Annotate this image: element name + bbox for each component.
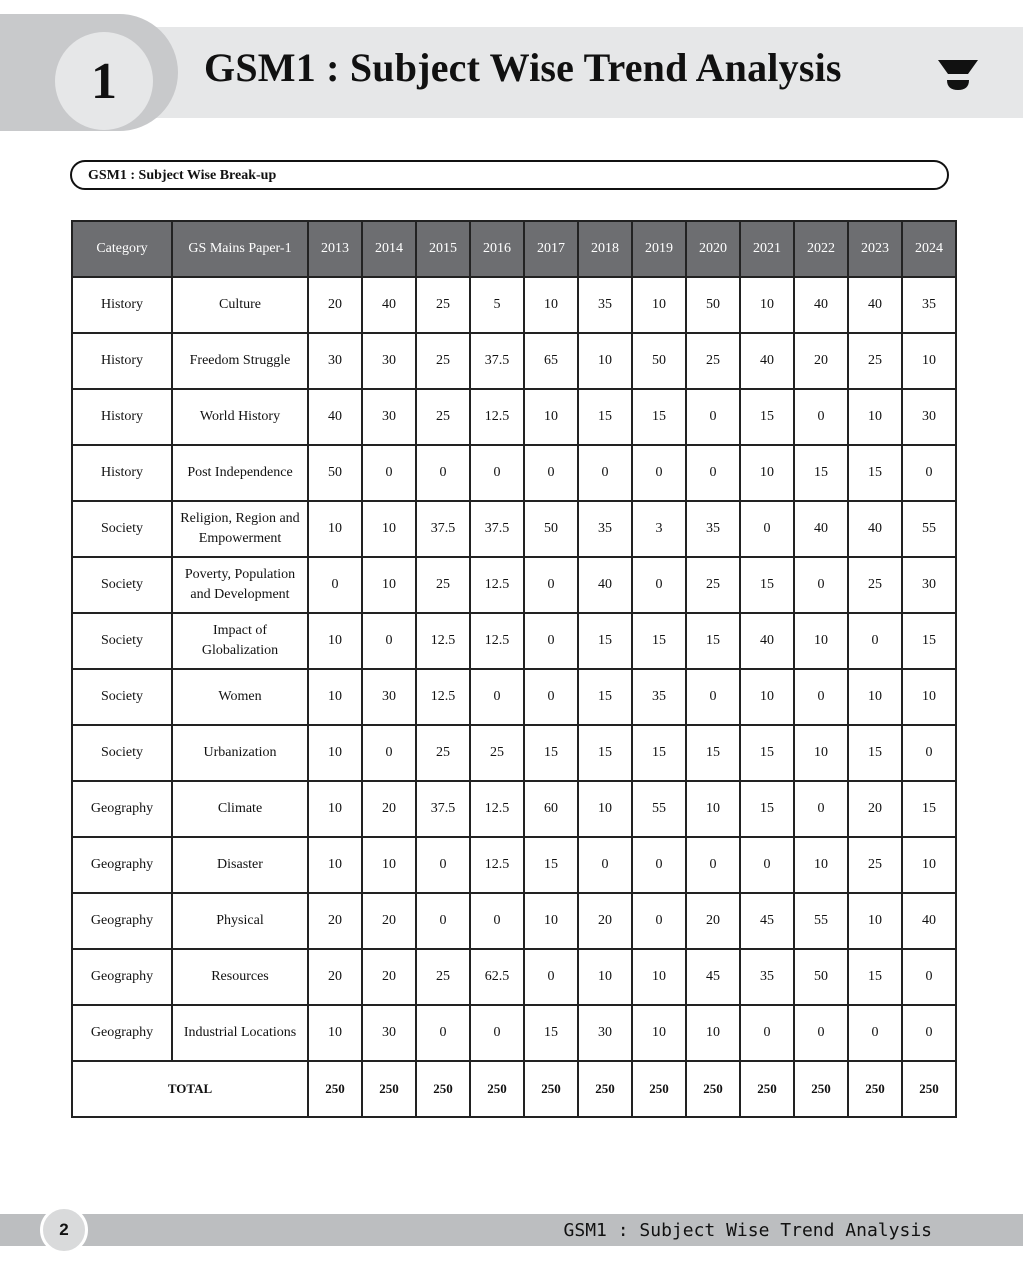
topic-cell: Industrial Locations: [172, 1005, 308, 1061]
value-cell: 3: [632, 501, 686, 557]
value-cell: 0: [740, 837, 794, 893]
value-cell: 20: [362, 893, 416, 949]
value-cell: 25: [416, 277, 470, 333]
value-cell: 20: [848, 781, 902, 837]
value-cell: 10: [308, 613, 362, 669]
value-cell: 10: [308, 669, 362, 725]
value-cell: 10: [686, 1005, 740, 1061]
total-value-cell: 250: [470, 1061, 524, 1117]
value-cell: 10: [848, 893, 902, 949]
value-cell: 37.5: [416, 501, 470, 557]
value-cell: 0: [524, 557, 578, 613]
value-cell: 20: [686, 893, 740, 949]
value-cell: 10: [740, 277, 794, 333]
value-cell: 0: [524, 949, 578, 1005]
value-cell: 0: [362, 445, 416, 501]
value-cell: 0: [794, 781, 848, 837]
value-cell: 10: [740, 445, 794, 501]
total-value-cell: 250: [740, 1061, 794, 1117]
value-cell: 10: [308, 837, 362, 893]
value-cell: 30: [362, 389, 416, 445]
value-cell: 10: [632, 949, 686, 1005]
value-cell: 40: [848, 277, 902, 333]
table-row: [72, 725, 956, 781]
column-header: 2021: [740, 221, 794, 277]
value-cell: 0: [686, 445, 740, 501]
table-row: [72, 389, 956, 445]
category-cell: Society: [72, 613, 172, 669]
value-cell: 0: [578, 445, 632, 501]
value-cell: 0: [740, 1005, 794, 1061]
total-value-cell: 250: [848, 1061, 902, 1117]
value-cell: 10: [362, 501, 416, 557]
value-cell: 10: [740, 669, 794, 725]
value-cell: 0: [524, 669, 578, 725]
topic-cell: Resources: [172, 949, 308, 1005]
value-cell: 25: [848, 837, 902, 893]
category-cell: Geography: [72, 781, 172, 837]
value-cell: 25: [416, 389, 470, 445]
column-header: 2014: [362, 221, 416, 277]
value-cell: 0: [416, 893, 470, 949]
value-cell: 15: [848, 445, 902, 501]
value-cell: 10: [524, 389, 578, 445]
total-value-cell: 250: [794, 1061, 848, 1117]
topic-cell: Freedom Struggle: [172, 333, 308, 389]
category-cell: History: [72, 445, 172, 501]
value-cell: 0: [902, 1005, 956, 1061]
value-cell: 0: [902, 725, 956, 781]
category-cell: Society: [72, 725, 172, 781]
value-cell: 0: [632, 445, 686, 501]
value-cell: 25: [848, 333, 902, 389]
topic-cell: Religion, Region and Empowerment: [172, 501, 308, 557]
value-cell: 0: [362, 613, 416, 669]
value-cell: 0: [794, 1005, 848, 1061]
value-cell: 0: [794, 389, 848, 445]
value-cell: 40: [794, 501, 848, 557]
value-cell: 30: [362, 333, 416, 389]
value-cell: 10: [524, 893, 578, 949]
value-cell: 0: [632, 837, 686, 893]
value-cell: 10: [848, 669, 902, 725]
value-cell: 0: [848, 1005, 902, 1061]
value-cell: 15: [902, 781, 956, 837]
value-cell: 10: [578, 333, 632, 389]
value-cell: 10: [578, 781, 632, 837]
column-header: 2023: [848, 221, 902, 277]
value-cell: 0: [524, 445, 578, 501]
value-cell: 0: [740, 501, 794, 557]
value-cell: 15: [740, 725, 794, 781]
value-cell: 15: [632, 725, 686, 781]
value-cell: 10: [578, 949, 632, 1005]
value-cell: 0: [524, 613, 578, 669]
value-cell: 20: [308, 949, 362, 1005]
value-cell: 40: [362, 277, 416, 333]
value-cell: 10: [902, 669, 956, 725]
value-cell: 15: [578, 669, 632, 725]
value-cell: 60: [524, 781, 578, 837]
value-cell: 30: [902, 557, 956, 613]
value-cell: 62.5: [470, 949, 524, 1005]
value-cell: 15: [794, 445, 848, 501]
value-cell: 10: [362, 837, 416, 893]
value-cell: 10: [308, 725, 362, 781]
value-cell: 0: [848, 613, 902, 669]
value-cell: 15: [632, 613, 686, 669]
value-cell: 12.5: [470, 389, 524, 445]
total-value-cell: 250: [362, 1061, 416, 1117]
topic-cell: Post Independence: [172, 445, 308, 501]
value-cell: 15: [632, 389, 686, 445]
category-cell: History: [72, 333, 172, 389]
column-header: 2020: [686, 221, 740, 277]
column-header: 2022: [794, 221, 848, 277]
value-cell: 37.5: [470, 501, 524, 557]
value-cell: 12.5: [470, 613, 524, 669]
value-cell: 0: [902, 445, 956, 501]
value-cell: 10: [308, 501, 362, 557]
value-cell: 12.5: [470, 557, 524, 613]
value-cell: 0: [416, 445, 470, 501]
table-row: [72, 277, 956, 333]
column-header: 2016: [470, 221, 524, 277]
value-cell: 15: [578, 389, 632, 445]
total-row: [72, 1061, 956, 1117]
value-cell: 50: [524, 501, 578, 557]
total-value-cell: 250: [308, 1061, 362, 1117]
value-cell: 15: [524, 1005, 578, 1061]
column-header: 2013: [308, 221, 362, 277]
total-value-cell: 250: [632, 1061, 686, 1117]
page-title: GSM1 : Subject Wise Trend Analysis: [204, 45, 842, 90]
value-cell: 12.5: [416, 669, 470, 725]
value-cell: 0: [578, 837, 632, 893]
value-cell: 25: [416, 557, 470, 613]
table-row: [72, 837, 956, 893]
value-cell: 15: [686, 613, 740, 669]
value-cell: 25: [686, 557, 740, 613]
value-cell: 0: [416, 1005, 470, 1061]
table-row: [72, 669, 956, 725]
category-cell: Society: [72, 557, 172, 613]
value-cell: 0: [470, 669, 524, 725]
table-row: [72, 949, 956, 1005]
table-row: [72, 333, 956, 389]
value-cell: 45: [686, 949, 740, 1005]
value-cell: 25: [686, 333, 740, 389]
category-cell: Society: [72, 669, 172, 725]
value-cell: 10: [794, 613, 848, 669]
value-cell: 15: [578, 613, 632, 669]
total-value-cell: 250: [578, 1061, 632, 1117]
topic-cell: Impact of Globalization: [172, 613, 308, 669]
topic-cell: Urbanization: [172, 725, 308, 781]
value-cell: 30: [362, 669, 416, 725]
value-cell: 10: [308, 1005, 362, 1061]
value-cell: 20: [794, 333, 848, 389]
value-cell: 0: [686, 837, 740, 893]
column-header: 2017: [524, 221, 578, 277]
column-header: 2024: [902, 221, 956, 277]
value-cell: 35: [578, 501, 632, 557]
total-value-cell: 250: [686, 1061, 740, 1117]
footer-title: GSM1 : Subject Wise Trend Analysis: [563, 1220, 932, 1241]
value-cell: 37.5: [416, 781, 470, 837]
value-cell: 35: [632, 669, 686, 725]
value-cell: 15: [686, 725, 740, 781]
brand-logo-icon: [936, 56, 980, 92]
category-cell: Geography: [72, 893, 172, 949]
value-cell: 0: [902, 949, 956, 1005]
category-cell: History: [72, 277, 172, 333]
table-header-row: [72, 221, 956, 277]
value-cell: 30: [578, 1005, 632, 1061]
value-cell: 35: [740, 949, 794, 1005]
value-cell: 55: [632, 781, 686, 837]
value-cell: 15: [524, 725, 578, 781]
value-cell: 50: [308, 445, 362, 501]
value-cell: 10: [362, 557, 416, 613]
value-cell: 30: [308, 333, 362, 389]
value-cell: 0: [470, 445, 524, 501]
value-cell: 0: [686, 389, 740, 445]
value-cell: 40: [578, 557, 632, 613]
value-cell: 15: [524, 837, 578, 893]
value-cell: 30: [902, 389, 956, 445]
value-cell: 15: [902, 613, 956, 669]
table-row: [72, 501, 956, 557]
value-cell: 40: [308, 389, 362, 445]
value-cell: 25: [470, 725, 524, 781]
value-cell: 65: [524, 333, 578, 389]
value-cell: 25: [416, 949, 470, 1005]
value-cell: 0: [632, 893, 686, 949]
topic-cell: Climate: [172, 781, 308, 837]
value-cell: 40: [902, 893, 956, 949]
value-cell: 12.5: [470, 781, 524, 837]
value-cell: 10: [902, 333, 956, 389]
value-cell: 55: [794, 893, 848, 949]
topic-cell: Women: [172, 669, 308, 725]
value-cell: 0: [308, 557, 362, 613]
value-cell: 50: [632, 333, 686, 389]
value-cell: 12.5: [416, 613, 470, 669]
table-row: [72, 1005, 956, 1061]
category-cell: Geography: [72, 837, 172, 893]
value-cell: 0: [686, 669, 740, 725]
value-cell: 37.5: [470, 333, 524, 389]
value-cell: 0: [794, 557, 848, 613]
value-cell: 20: [362, 949, 416, 1005]
value-cell: 20: [362, 781, 416, 837]
table-row: [72, 781, 956, 837]
category-cell: Geography: [72, 1005, 172, 1061]
total-value-cell: 250: [416, 1061, 470, 1117]
value-cell: 15: [740, 557, 794, 613]
value-cell: 50: [686, 277, 740, 333]
table-row: [72, 557, 956, 613]
column-header: 2015: [416, 221, 470, 277]
value-cell: 15: [740, 781, 794, 837]
page-number: 2: [40, 1206, 88, 1254]
value-cell: 0: [362, 725, 416, 781]
value-cell: 0: [470, 893, 524, 949]
value-cell: 20: [578, 893, 632, 949]
value-cell: 35: [686, 501, 740, 557]
value-cell: 5: [470, 277, 524, 333]
trend-table: [71, 220, 957, 1118]
column-header: 2018: [578, 221, 632, 277]
value-cell: 25: [416, 333, 470, 389]
value-cell: 40: [740, 333, 794, 389]
column-header: 2019: [632, 221, 686, 277]
table-row: [72, 893, 956, 949]
value-cell: 10: [308, 781, 362, 837]
value-cell: 55: [902, 501, 956, 557]
value-cell: 10: [902, 837, 956, 893]
value-cell: 40: [794, 277, 848, 333]
value-cell: 10: [524, 277, 578, 333]
value-cell: 15: [848, 949, 902, 1005]
category-cell: History: [72, 389, 172, 445]
total-label: TOTAL: [72, 1061, 308, 1117]
column-header: Category: [72, 221, 172, 277]
value-cell: 10: [794, 725, 848, 781]
value-cell: 0: [632, 557, 686, 613]
value-cell: 30: [362, 1005, 416, 1061]
value-cell: 0: [794, 669, 848, 725]
value-cell: 15: [740, 389, 794, 445]
total-value-cell: 250: [524, 1061, 578, 1117]
value-cell: 40: [740, 613, 794, 669]
chapter-number: 1: [55, 32, 153, 130]
section-heading-label: GSM1 : Subject Wise Break-up: [88, 168, 277, 183]
value-cell: 50: [794, 949, 848, 1005]
value-cell: 12.5: [470, 837, 524, 893]
topic-cell: Disaster: [172, 837, 308, 893]
category-cell: Society: [72, 501, 172, 557]
table-row: [72, 445, 956, 501]
value-cell: 15: [578, 725, 632, 781]
value-cell: 25: [416, 725, 470, 781]
category-cell: Geography: [72, 949, 172, 1005]
chapter-badge-frame: [0, 14, 178, 131]
value-cell: 15: [848, 725, 902, 781]
topic-cell: World History: [172, 389, 308, 445]
value-cell: 0: [470, 1005, 524, 1061]
section-heading: [70, 160, 949, 190]
topic-cell: Culture: [172, 277, 308, 333]
value-cell: 0: [416, 837, 470, 893]
table-row: [72, 613, 956, 669]
value-cell: 10: [794, 837, 848, 893]
column-header: GS Mains Paper-1: [172, 221, 308, 277]
value-cell: 10: [848, 389, 902, 445]
value-cell: 40: [848, 501, 902, 557]
total-value-cell: 250: [902, 1061, 956, 1117]
value-cell: 25: [848, 557, 902, 613]
value-cell: 35: [902, 277, 956, 333]
topic-cell: Poverty, Population and Development: [172, 557, 308, 613]
value-cell: 45: [740, 893, 794, 949]
value-cell: 20: [308, 893, 362, 949]
value-cell: 10: [686, 781, 740, 837]
value-cell: 20: [308, 277, 362, 333]
value-cell: 35: [578, 277, 632, 333]
value-cell: 10: [632, 277, 686, 333]
topic-cell: Physical: [172, 893, 308, 949]
value-cell: 10: [632, 1005, 686, 1061]
